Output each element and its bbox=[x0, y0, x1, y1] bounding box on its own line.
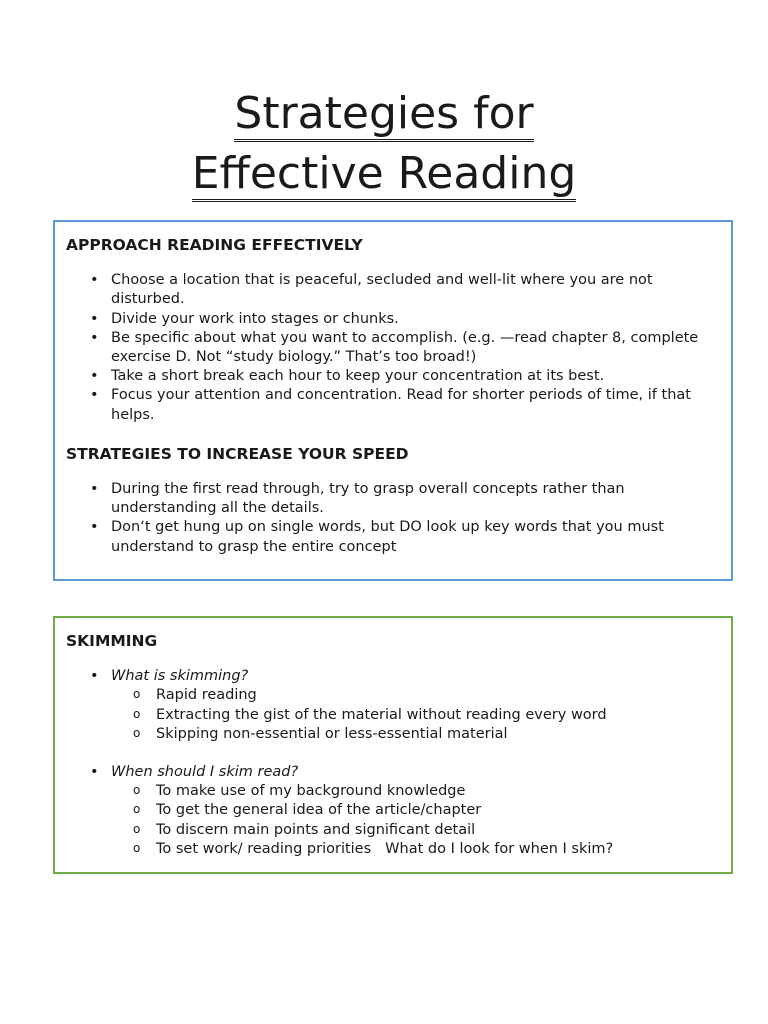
title-line-2: Effective Reading bbox=[192, 149, 577, 202]
sub-list-item: o Extracting the gist of the material without reading every word bbox=[111, 706, 721, 725]
sub-list-item: o Skipping non-essential or less-essential material bbox=[111, 725, 721, 744]
list-item: • Focus your attention and concentration. Read for shorter periods of time, if that helps. bbox=[66, 386, 721, 424]
skimming-question-1 bbox=[66, 667, 721, 744]
sub-list-item: o To make use of my background knowledge bbox=[111, 782, 721, 801]
sub-list-item: o To get the general idea of the article/chapter bbox=[111, 801, 721, 820]
sub-list bbox=[111, 686, 721, 744]
sub-list-item bbox=[111, 840, 721, 859]
approach-reading-list bbox=[66, 271, 721, 425]
title-line-1: Strategies for bbox=[234, 89, 533, 142]
sub-list-item-text: To set work/ reading priorities bbox=[156, 840, 372, 857]
sub-list-item: o Rapid reading bbox=[111, 686, 721, 705]
skimming-list bbox=[66, 667, 721, 744]
approach-reading-box bbox=[53, 220, 733, 581]
list-item: • Don‘t get hung up on single words, but DO look up key words that you must understand to grasp the entire concept bbox=[66, 518, 721, 556]
list-item: • During the first read through, try to grasp overall concepts rather than understanding all the details. bbox=[66, 480, 721, 518]
skimming-list-2 bbox=[66, 763, 721, 859]
question-text: When should I skim read? bbox=[111, 764, 299, 781]
page-title bbox=[0, 86, 768, 206]
question-text: What is skimming? bbox=[111, 668, 249, 685]
skimming-heading: SKIMMING bbox=[66, 632, 158, 650]
skimming-question-2 bbox=[66, 763, 721, 859]
list-item: • Be specific about what you want to accomplish. (e.g. —read chapter 8, complete exercise D. Not “study biology.” That’s too broad!) bbox=[66, 329, 721, 367]
skimming-box bbox=[53, 616, 733, 874]
sub-list-item: o To discern main points and significant detail bbox=[111, 821, 721, 840]
list-item: • Choose a location that is peaceful, secluded and well-lit where you are not disturbed. bbox=[66, 271, 721, 309]
sub-list bbox=[111, 782, 721, 859]
approach-reading-heading: APPROACH READING EFFECTIVELY bbox=[66, 236, 363, 254]
skim-look-for-text: What do I look for when I skim? bbox=[385, 840, 614, 857]
speed-strategies-list bbox=[66, 480, 721, 557]
speed-strategies-heading: STRATEGIES TO INCREASE YOUR SPEED bbox=[66, 444, 409, 463]
list-item: • Take a short break each hour to keep your concentration at its best. bbox=[66, 367, 721, 386]
list-item: • Divide your work into stages or chunks. bbox=[66, 310, 721, 329]
